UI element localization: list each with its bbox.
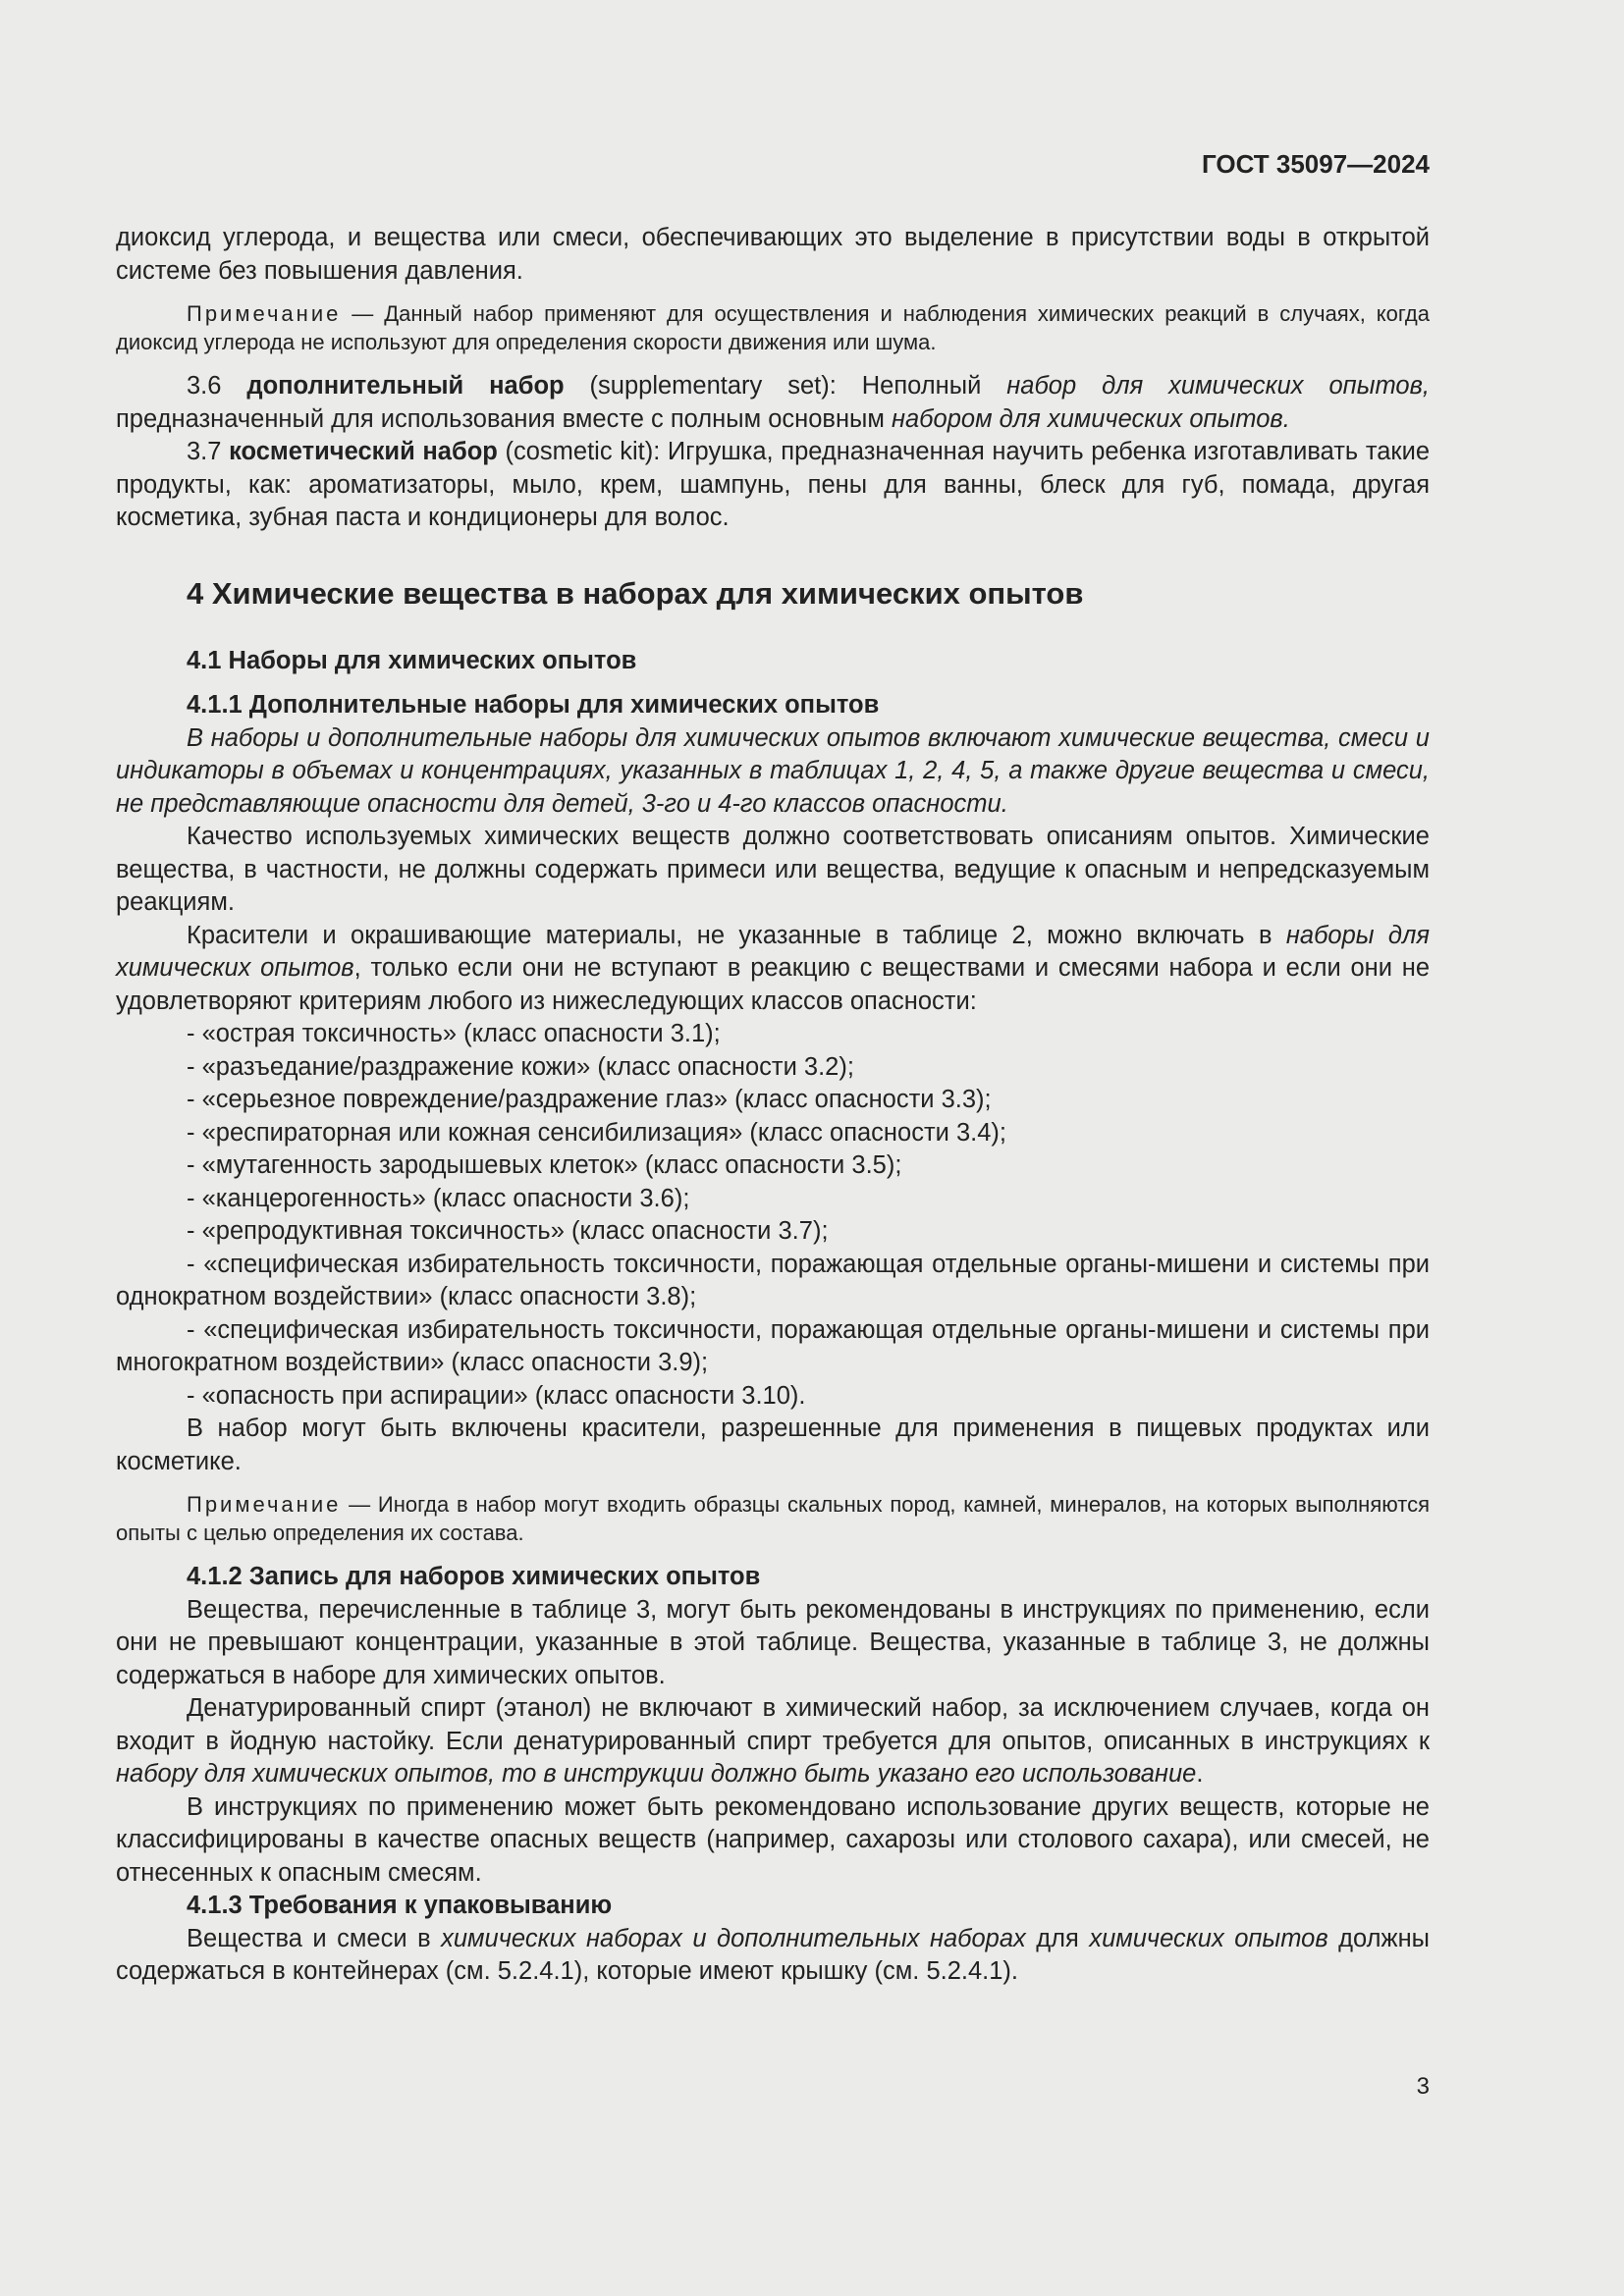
def-italic: набором для химических опытов. xyxy=(891,404,1290,433)
def-text: (supplementary set): Неполный xyxy=(564,372,1007,400)
def-italic: набор для химических опытов, xyxy=(1006,372,1430,400)
list-item: - «опасность при аспирации» (класс опасности 3.10). xyxy=(187,1381,806,1410)
text: для xyxy=(1025,1924,1090,1952)
paragraph: Вещества, перечисленные в таблице 3, могут быть рекомендованы в инструкциях по применению, если они не превышают концентрации, указанные в этой таблице. Вещества, указанные в таблице 3, не должны содержаться в наборе для химических опытов. xyxy=(116,1595,1430,1689)
section-4-1-2-heading: 4.1.2 Запись для наборов химических опытов xyxy=(187,1563,761,1590)
paragraph xyxy=(116,920,1430,1019)
note-text: — Иногда в набор могут входить образцы скальных пород, камней, минералов, на которых выполняются опыты с целью определения их состава. xyxy=(116,1492,1430,1545)
list-item: - «респираторная или кожная сенсибилизация» (класс опасности 3.4); xyxy=(187,1118,1006,1147)
text: Вещества и смеси в xyxy=(187,1924,442,1952)
section-4-heading: 4 Химические вещества в наборах для химических опытов xyxy=(187,575,1084,611)
list-item: - «серьезное повреждение/раздражение глаз» (класс опасности 3.3); xyxy=(187,1086,992,1113)
italic-text: В наборы и дополнительные наборы для химических опытов включают химические вещества, смеси и индикаторы в объемах и концентрациях, указанных в таблицах 1, 2, 4, 5, а также другие вещества и смеси, не представляющие опасности для детей, 3-го и 4-го классов опасности. xyxy=(116,723,1430,818)
italic-text: химических опытов xyxy=(1089,1924,1328,1952)
text: Денатурированный спирт (этанол) не включают в химический набор, за исключением случаев, когда он входит в йодную настойку. Если денатурированный спирт требуется для опытов, описанных в инструкциях к xyxy=(116,1694,1430,1755)
list-item: - «мутагенность зародышевых клеток» (класс опасности 3.5); xyxy=(187,1151,902,1179)
definition-3-7 xyxy=(116,436,1430,535)
paragraph xyxy=(116,722,1430,822)
paragraph xyxy=(116,1923,1430,1989)
italic-text: наборы для химических опытов xyxy=(116,921,1431,982)
def-number: 3.7 xyxy=(187,438,230,465)
list-item: - «канцерогенность» (класс опасности 3.6); xyxy=(187,1184,690,1212)
note-1 xyxy=(116,299,1430,356)
document-body xyxy=(116,222,1430,1989)
section-4-1-3-heading: 4.1.3 Требования к упаковыванию xyxy=(187,1892,613,1919)
list-item: - «разъедание/раздражение кожи» (класс опасности 3.2); xyxy=(187,1052,854,1081)
definition-3-6 xyxy=(116,370,1430,436)
def-number: 3.6 xyxy=(187,372,247,400)
italic-text: химических наборах и дополнительных наборах xyxy=(441,1924,1026,1952)
note-text: — Данный набор применяют для осуществления и наблюдения химических реакций в случаях, когда диоксид углерода не используют для определения скорости движения или шума. xyxy=(116,301,1430,354)
text: . xyxy=(1196,1760,1204,1788)
list-item: - «специфическая избирательность токсичности, поражающая отдельные органы-мишени и системы при однократном воздействии» (класс опасности 3.8); xyxy=(116,1250,1430,1310)
hazard-class-list xyxy=(116,1018,1430,1413)
paragraph: В инструкциях по применению может быть рекомендовано использование других веществ, которые не классифицированы в качестве опасных веществ (например, сахарозы или столового сахара), или смесей, не отнесенных к опасным смесям. xyxy=(116,1792,1430,1887)
text: , только если они не вступают в реакцию с веществами и смесями набора и если они не удовлетворяют критериям любого из нижеследующих классов опасности: xyxy=(116,954,1431,1015)
paragraph: В набор могут быть включены красители, разрешенные для применения в пищевых продуктах или косметике. xyxy=(116,1415,1430,1475)
note-2 xyxy=(116,1490,1430,1547)
paragraph xyxy=(116,1692,1430,1791)
def-text: (cosmetic kit): Игрушка, предназначенная научить ребенка изготавливать такие продукты, как: ароматизаторы, мыло, крем, шампунь, пены для ванны, блеск для губ, помада, другая косметика, зубная паста и кондиционеры для волос. xyxy=(116,438,1430,531)
list-item: - «специфическая избирательность токсичности, поражающая отдельные органы-мишени и системы при многократном воздействии» (класс опасности 3.9); xyxy=(116,1315,1430,1376)
document-header: ГОСТ 35097—2024 xyxy=(1202,149,1430,179)
section-4-1-1-heading: 4.1.1 Дополнительные наборы для химических опытов xyxy=(187,691,880,719)
note-label: Примечание xyxy=(187,1492,342,1517)
text: Красители и окрашивающие материалы, не указанные в таблице 2, можно включать в xyxy=(187,921,1286,949)
section-4-1-heading: 4.1 Наборы для химических опытов xyxy=(187,646,637,674)
note-label: Примечание xyxy=(187,301,342,326)
text: должны содержаться в контейнерах (см. 5.2.4.1), которые имеют крышку (см. 5.2.4.1). xyxy=(116,1924,1430,1985)
intro-paragraph: диоксид углерода, и вещества или смеси, обеспечивающих это выделение в присутствии воды в открытой системе без повышения давления. xyxy=(116,224,1430,285)
def-term: косметический набор xyxy=(229,438,498,465)
def-term: дополнительный набор xyxy=(246,372,565,400)
page-number: 3 xyxy=(1416,2073,1430,2100)
italic-text: набору для химических опытов, то в инструкции должно быть указано его использование xyxy=(116,1760,1197,1788)
paragraph: Качество используемых химических веществ должно соответствовать описаниям опытов. Химические вещества, в частности, не должны содержать примеси или вещества, ведущие к опасным и непредсказуемым реакциям. xyxy=(116,823,1430,916)
list-item: - «острая токсичность» (класс опасности 3.1); xyxy=(187,1020,721,1047)
def-text: предназначенный для использования вместе с полным основным xyxy=(116,404,892,433)
list-item: - «репродуктивная токсичность» (класс опасности 3.7); xyxy=(187,1217,829,1245)
